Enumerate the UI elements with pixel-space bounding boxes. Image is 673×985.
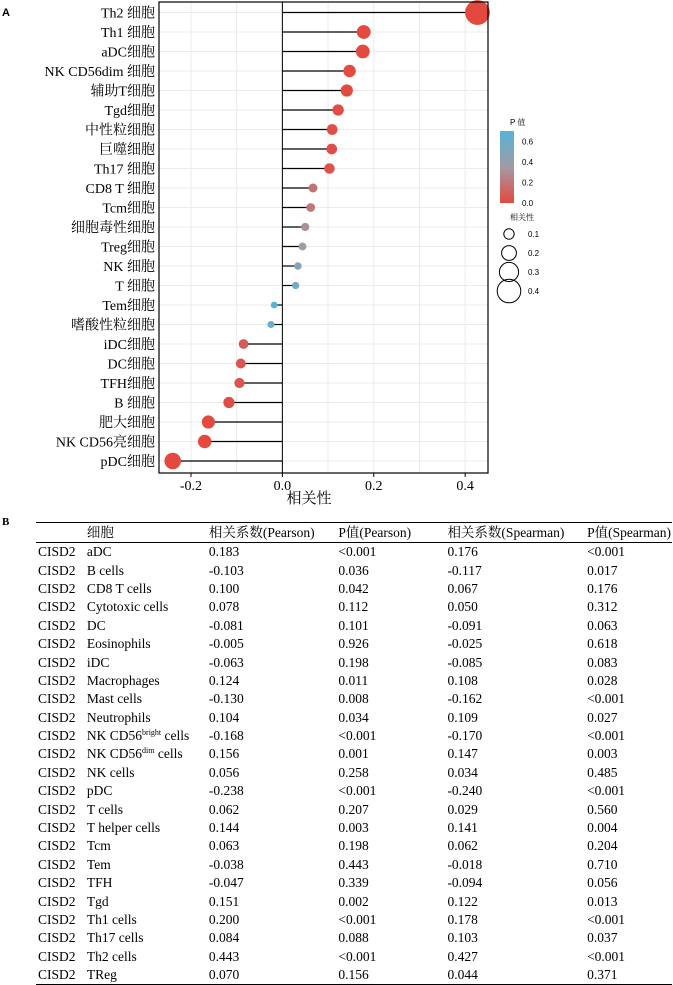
category-label: Treg细胞 [101,240,155,256]
spearman-p-cell: 0.004 [587,820,618,836]
table-row [36,709,672,727]
pearson-p-cell: 0.339 [338,875,369,891]
category-label: NK CD56亮细胞 [55,435,155,451]
cell-type-cell: DC [86,617,106,633]
spearman-r-cell: -0.117 [447,562,482,578]
size-legend-title: 相关性 [510,213,534,222]
pearson-p-cell: <0.001 [338,912,377,927]
category-label: NK CD56dim 细胞 [44,65,155,80]
table-row [36,617,672,635]
gene-cell: CISD2 [38,599,76,615]
spearman-r-cell: -0.162 [447,691,483,707]
pearson-p-cell: 0.036 [338,562,369,578]
pearson-p-cell: 0.156 [336,966,445,985]
spearman-p-cell: 0.028 [587,672,618,688]
category-label: 辅助T细胞 [90,84,155,100]
spearman-r-cell: -0.025 [447,636,483,652]
cell-type-cell: Eosinophils [86,636,151,652]
cell-type-cell: iDC [86,654,110,670]
gene-cell: CISD2 [38,636,76,652]
cell-type-cell: pDC [86,783,113,799]
pearson-r-cell: 0.151 [208,893,240,909]
pearson-r-cell: 0.183 [208,544,240,560]
spearman-r-cell: 0.147 [447,746,478,762]
gene-cell: CISD2 [38,691,76,707]
size-legend-label: 0.4 [528,287,540,296]
cell-type-cell: aDC [86,544,112,560]
category-label: Tem细胞 [102,299,155,314]
pearson-p-cell: 0.198 [338,654,369,670]
gene-cell: CISD2 [38,746,76,762]
spearman-r-cell: -0.091 [447,617,483,633]
category-label: Th1 细胞 [100,26,155,41]
spearman-r-cell: 0.427 [447,948,478,964]
cell-type-cell: Tem [86,856,111,872]
spearman-p-cell: <0.001 [587,544,626,560]
category-label: 中性粒细胞 [85,123,155,139]
pearson-p-cell: 0.008 [338,691,369,707]
spearman-r-cell: 0.103 [447,930,478,946]
cell-type-superscript: dim [142,746,155,756]
table-row [36,819,672,837]
table-row [36,764,672,782]
category-label: DC细胞 [107,357,155,373]
category-label: 肥大细胞 [99,416,155,431]
spearman-r-cell: 0.050 [447,599,478,615]
pearson-r-cell: 0.062 [208,801,240,817]
lollipop-dot [299,243,307,251]
cell-type-cell: Cytotoxic cells [86,599,169,615]
gene-cell: CISD2 [38,617,76,633]
pearson-p-cell: <0.001 [338,783,377,799]
table-header-cell [36,523,85,543]
lollipop-dot [234,378,244,388]
table-row [36,635,672,653]
pearson-r-cell: -0.047 [208,875,244,891]
cell-type-cell: Macrophages [86,672,160,688]
cell-type-cell: Th1 cells [86,912,137,927]
spearman-p-cell: 0.027 [587,709,618,725]
lollipop-dot [202,415,215,428]
cell-type-cell: T cells [86,801,124,817]
pearson-p-cell: 0.088 [338,930,369,946]
pearson-r-cell: -0.005 [208,636,244,652]
table-header-cell: 相关系数(Spearman) [445,523,585,543]
spearman-r-cell: -0.170 [447,728,483,744]
spearman-p-cell: 0.063 [587,617,618,633]
pearson-p-cell: 0.011 [338,672,369,688]
table-row [36,653,672,671]
category-label: T 细胞 [115,279,155,295]
cell-type-cell: Tgd [86,893,109,909]
category-label: aDC细胞 [101,45,155,61]
cell-type-cell: T helper cells [86,820,161,836]
correlation-table [36,522,672,985]
spearman-r-cell: 0.034 [447,764,478,780]
size-legend-label: 0.3 [528,268,540,277]
pearson-r-cell: -0.238 [208,783,244,799]
gene-cell: CISD2 [38,838,76,854]
pearson-r-cell: 0.070 [207,966,337,985]
spearman-r-cell: -0.240 [447,783,483,799]
color-legend-tick: 0.6 [522,137,534,147]
gene-cell: CISD2 [38,709,76,725]
color-legend-tick: 0.4 [522,157,534,167]
gene-cell: CISD2 [38,728,76,744]
cell-type-cell: NK $CD56^{bright}$ cells [86,728,190,744]
gene-cell: CISD2 [38,930,76,946]
category-label: 巨噬细胞 [99,143,155,158]
spearman-p-cell: 0.485 [587,764,618,780]
pearson-p-cell: 0.198 [338,838,369,854]
lollipop-dot [301,223,309,231]
pearson-r-cell: 0.443 [208,948,240,964]
spearman-r-cell: 0.141 [447,820,478,836]
lollipop-dot [324,163,335,174]
gene-cell: CISD2 [38,820,76,836]
spearman-r-cell: 0.176 [447,544,478,560]
gene-cell: CISD2 [38,562,76,578]
panel-b-label: B [2,516,10,528]
table-row [36,892,672,910]
gene-cell: CISD2 [38,783,76,799]
table-header-cell: 细胞 [85,523,207,543]
pearson-r-cell: -0.063 [208,654,244,670]
pearson-p-cell: 0.034 [338,709,369,725]
cell-type-cell: CD8 T cells [86,580,152,596]
spearman-r-cell: 0.109 [447,709,478,725]
gene-cell: CISD2 [38,801,76,817]
pearson-p-cell: 0.002 [338,893,369,909]
category-label: 细胞毒性细胞 [71,221,155,236]
pearson-r-cell: 0.056 [208,764,240,780]
spearman-r-cell: -0.018 [447,856,483,872]
x-tick-label: 0.4 [456,479,474,494]
pearson-r-cell: -0.103 [208,562,244,578]
pearson-r-cell: 0.104 [208,709,240,725]
spearman-p-cell: <0.001 [587,948,626,964]
color-legend-tick: 0.2 [522,178,534,188]
table-row [36,948,672,966]
cell-type-cell: Th2 cells [86,948,137,964]
gene-cell: CISD2 [38,875,76,891]
size-legend-circle [502,246,517,261]
lollipop-dot [327,124,338,135]
category-label: Tgd细胞 [104,104,155,119]
spearman-p-cell: 0.710 [587,856,618,872]
cell-type-cell: Tcm [86,838,111,854]
table-row [36,580,672,598]
lollipop-dot [309,184,318,193]
cell-type-cell: TReg [85,966,207,985]
lollipop-dot [341,84,353,96]
gene-cell: CISD2 [38,893,76,909]
lollipop-dot [271,302,278,309]
table-row [36,543,672,562]
cell-type-cell: Neutrophils [86,709,151,725]
panel-a-label: A [2,7,10,19]
gene-cell: CISD2 [38,856,76,872]
size-legend-circle [504,229,514,239]
pearson-p-cell: 0.258 [338,764,369,780]
size-legend-label: 0.2 [528,249,540,258]
spearman-p-cell: <0.001 [587,691,626,707]
pearson-r-cell: 0.063 [208,838,240,854]
pearson-r-cell: 0.200 [208,912,240,927]
gene-cell: CISD2 [38,672,76,688]
gene-cell: CISD2 [38,764,76,780]
spearman-r-cell: 0.029 [447,801,478,817]
pearson-r-cell: -0.081 [208,617,244,633]
lollipop-dot [164,453,181,470]
table-row [36,911,672,929]
category-label: Tcm细胞 [102,201,155,217]
spearman-r-cell: 0.122 [447,893,478,909]
spearman-r-cell: 0.108 [447,672,478,688]
category-label: B 细胞 [114,396,155,412]
gene-cell: CISD2 [38,580,76,596]
pearson-r-cell: -0.168 [208,728,244,744]
spearman-p-cell: 0.560 [587,801,618,817]
cell-type-cell: NK cells [86,764,135,780]
spearman-p-cell: 0.083 [587,654,618,670]
table-row [36,856,672,874]
cell-type-cell: B cells [86,562,125,578]
cell-type-cell: Mast cells [86,691,143,707]
gene-cell: CISD2 [38,912,76,927]
pearson-r-cell: 0.156 [208,746,240,762]
spearman-p-cell: <0.001 [587,912,626,927]
pearson-p-cell: <0.001 [338,544,377,560]
table-row [36,782,672,800]
spearman-p-cell: 0.013 [587,893,618,909]
table-header-cell: 相关系数(Pearson) [207,523,337,543]
table-row [36,690,672,708]
table-row [36,837,672,855]
table-row [36,561,672,579]
lollipop-dot [326,144,337,155]
lollipop-dot [356,45,370,59]
spearman-p-cell: <0.001 [587,783,626,799]
pearson-r-cell: 0.084 [208,930,240,946]
lollipop-dot [292,282,299,289]
pearson-r-cell: 0.078 [208,599,240,615]
pearson-r-cell: 0.124 [208,672,240,688]
lollipop-dot [357,25,371,39]
table-row [36,800,672,818]
spearman-p-cell: 0.017 [587,562,618,578]
x-axis-title: 相关性 [286,491,332,507]
spearman-r-cell: -0.085 [447,654,483,670]
spearman-p-cell: 0.176 [587,580,618,596]
color-legend-bar [500,131,514,203]
cell-type-cell: NK $CD56^{dim}$ cells [86,746,183,762]
cell-type-superscript: bright [142,728,162,738]
pearson-p-cell: 0.443 [338,856,369,872]
spearman-p-cell: 0.618 [587,636,618,652]
table-header-cell: P值(Pearson) [336,523,445,543]
lollipop-dot [198,435,211,448]
lollipop-dot [306,203,315,212]
size-legend-label: 0.1 [528,230,540,239]
lollipop-dot [236,358,246,368]
spearman-p-cell: 0.056 [587,875,618,891]
gene-cell: CISD2 [38,948,76,964]
pearson-r-cell: -0.130 [208,691,244,707]
spearman-r-cell: 0.044 [445,966,585,985]
category-label: TFH细胞 [100,377,155,392]
lollipop-dot [239,339,249,349]
table-row [36,929,672,947]
table-row [36,745,672,763]
lollipop-dot [465,0,490,25]
spearman-p-cell: 0.037 [587,930,618,946]
pearson-p-cell: 0.003 [338,820,369,836]
category-label: Th17 细胞 [93,162,155,178]
color-legend-title: P 值 [510,118,526,127]
pearson-p-cell: <0.001 [338,948,377,964]
gene-cell: CISD2 [38,654,76,670]
category-label: CD8 T 细胞 [85,182,155,197]
spearman-p-cell: 0.371 [585,966,672,985]
pearson-p-cell: <0.001 [338,728,377,744]
lollipop-dot [343,65,355,77]
table-row [36,672,672,690]
table-row [36,598,672,616]
spearman-p-cell: <0.001 [587,728,626,744]
table-header-cell: P值(Spearman) [585,523,672,543]
category-label: 嗜酸性粒细胞 [71,318,155,334]
table-row [36,874,672,892]
cell-type-cell: TFH [86,875,113,891]
table-row [36,727,672,745]
lollipop-dot [267,321,274,328]
spearman-p-cell: 0.312 [587,599,618,615]
category-label: Th2 细胞 [100,6,155,22]
spearman-p-cell: 0.204 [587,838,618,854]
pearson-r-cell: -0.038 [208,856,244,872]
spearman-r-cell: -0.094 [447,875,483,891]
pearson-p-cell: 0.926 [338,636,369,652]
category-label: pDC细胞 [100,455,155,470]
category-label: iDC细胞 [103,338,155,353]
spearman-r-cell: 0.062 [447,838,478,854]
gene-cell: CISD2 [38,544,76,560]
pearson-p-cell: 0.207 [338,801,369,817]
pearson-r-cell: 0.100 [208,580,240,596]
category-label: NK 细胞 [103,260,155,275]
table-row [36,966,672,985]
cell-type-cell: Th17 cells [86,930,144,946]
lollipop-dot [332,104,343,115]
lollipop-dot [294,262,301,269]
x-tick-label: -0.2 [179,479,203,494]
x-tick-label: 0.0 [273,479,292,494]
size-legend-circle [497,279,521,303]
pearson-r-cell: 0.144 [208,820,240,836]
pearson-p-cell: 0.101 [338,617,369,633]
spearman-r-cell: 0.178 [447,912,478,927]
pearson-p-cell: 0.042 [338,580,369,596]
gene-cell: CISD2 [36,966,85,985]
color-legend-tick: 0.0 [522,199,534,208]
pearson-p-cell: 0.112 [338,599,369,615]
spearman-r-cell: 0.067 [447,580,478,596]
lollipop-dot [223,397,234,408]
x-tick-label: 0.2 [365,479,383,494]
pearson-p-cell: 0.001 [338,746,369,762]
spearman-p-cell: 0.003 [587,746,618,762]
